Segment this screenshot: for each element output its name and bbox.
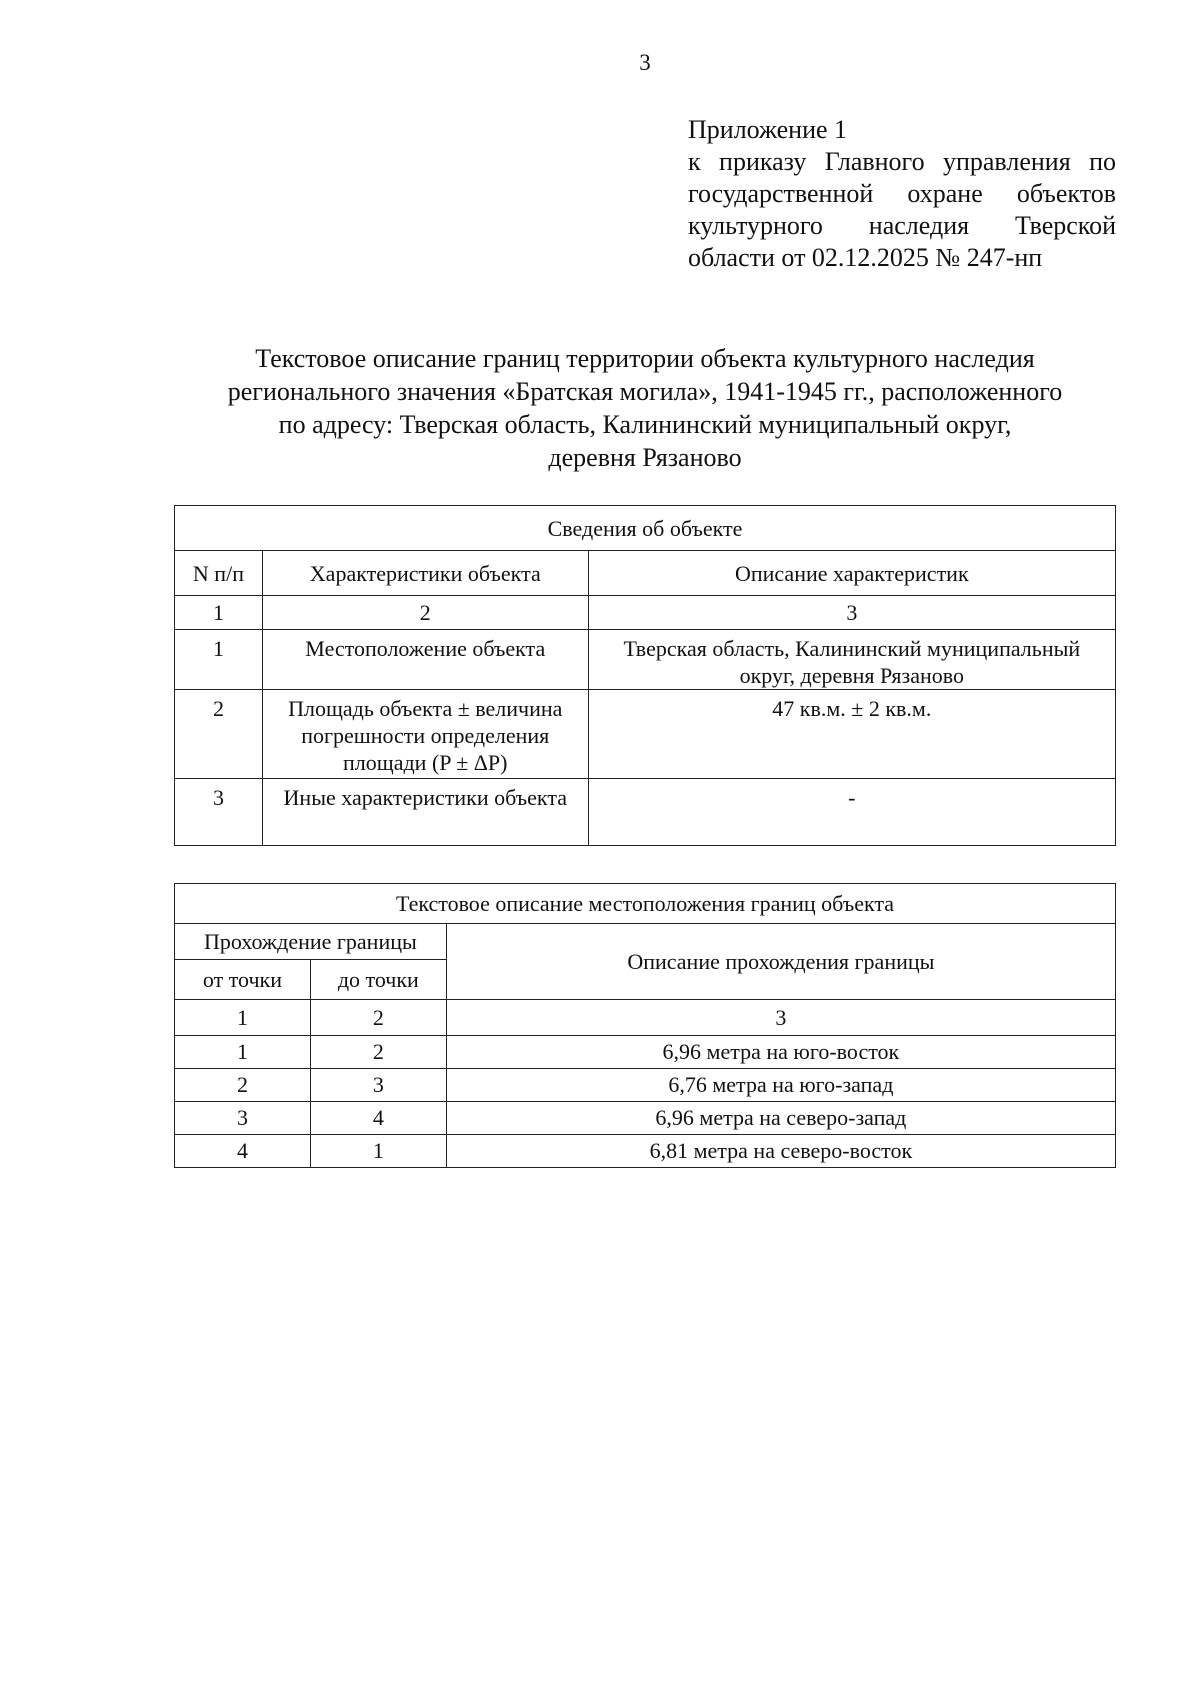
table-caption: Текстовое описание местоположения границ объекта bbox=[175, 884, 1116, 924]
column-header-description: Описание характеристик bbox=[588, 551, 1115, 596]
column-number: 1 bbox=[175, 1000, 311, 1036]
column-number: 3 bbox=[446, 1000, 1115, 1036]
column-numbering-row bbox=[175, 596, 1116, 630]
table-row bbox=[175, 690, 1116, 779]
table-caption: Сведения об объекте bbox=[175, 506, 1116, 551]
to-point: 3 bbox=[310, 1069, 446, 1102]
group-header-boundary-passage: Прохождение границы bbox=[175, 924, 447, 960]
column-number: 3 bbox=[588, 596, 1115, 630]
document-title bbox=[150, 342, 1140, 474]
table-row bbox=[175, 1069, 1116, 1102]
table-row bbox=[175, 1135, 1116, 1168]
boundary-description: 6,96 метра на юго-восток bbox=[446, 1036, 1115, 1069]
characteristic-name: Местоположение объекта bbox=[262, 630, 588, 690]
column-numbering-row bbox=[175, 1000, 1116, 1036]
to-point: 1 bbox=[310, 1135, 446, 1168]
object-info-table bbox=[174, 505, 1116, 846]
characteristic-name: Площадь объекта ± величина погрешности определения площади (P ± ΔP) bbox=[262, 690, 588, 779]
column-header-from-point: от точки bbox=[175, 960, 311, 1000]
characteristic-name: Иные характеристики объекта bbox=[262, 779, 588, 846]
appendix-block bbox=[688, 114, 1116, 274]
table-row bbox=[175, 1036, 1116, 1069]
table-row bbox=[175, 779, 1116, 846]
boundary-description: 6,81 метра на северо-восток bbox=[446, 1135, 1115, 1168]
title-line-4: деревня Рязаново bbox=[548, 443, 742, 472]
title-line-1: Текстовое описание границ территории объекта культурного наследия bbox=[255, 344, 1035, 373]
column-number: 1 bbox=[175, 596, 263, 630]
table-row bbox=[175, 1102, 1116, 1135]
table-header-row bbox=[175, 924, 1116, 960]
table-row bbox=[175, 630, 1116, 690]
column-header-to-point: до точки bbox=[310, 960, 446, 1000]
boundary-description: 6,76 метра на юго-запад bbox=[446, 1069, 1115, 1102]
characteristic-value: Тверская область, Калининский муниципальный округ, деревня Рязаново bbox=[588, 630, 1115, 690]
from-point: 3 bbox=[175, 1102, 311, 1135]
column-header-number: N п/п bbox=[175, 551, 263, 596]
from-point: 1 bbox=[175, 1036, 311, 1069]
from-point: 2 bbox=[175, 1069, 311, 1102]
column-number: 2 bbox=[310, 1000, 446, 1036]
from-point: 4 bbox=[175, 1135, 311, 1168]
appendix-title: Приложение 1 bbox=[688, 115, 848, 144]
column-header-description: Описание прохождения границы bbox=[446, 924, 1115, 1000]
row-number: 3 bbox=[175, 779, 263, 846]
to-point: 4 bbox=[310, 1102, 446, 1135]
characteristic-value: - bbox=[588, 779, 1115, 846]
row-number: 1 bbox=[175, 630, 263, 690]
column-header-characteristic: Характеристики объекта bbox=[262, 551, 588, 596]
page-number: 3 bbox=[639, 50, 651, 75]
table-caption-row bbox=[175, 884, 1116, 924]
table-caption-row bbox=[175, 506, 1116, 551]
column-number: 2 bbox=[262, 596, 588, 630]
to-point: 2 bbox=[310, 1036, 446, 1069]
row-number: 2 bbox=[175, 690, 263, 779]
appendix-reference: к приказу Главного управления по государственной охране объектов культурного наследия Тверской области от 02.12.2025 № 247-нп bbox=[688, 147, 1116, 272]
boundary-description: 6,96 метра на северо-запад bbox=[446, 1102, 1115, 1135]
table-header-row bbox=[175, 551, 1116, 596]
title-line-3: по адресу: Тверская область, Калининский муниципальный округ, bbox=[278, 410, 1012, 439]
title-line-2: регионального значения «Братская могила», 1941-1945 гг., расположенного bbox=[227, 377, 1063, 406]
characteristic-value: 47 кв.м. ± 2 кв.м. bbox=[588, 690, 1115, 779]
boundary-description-table bbox=[174, 883, 1116, 1168]
